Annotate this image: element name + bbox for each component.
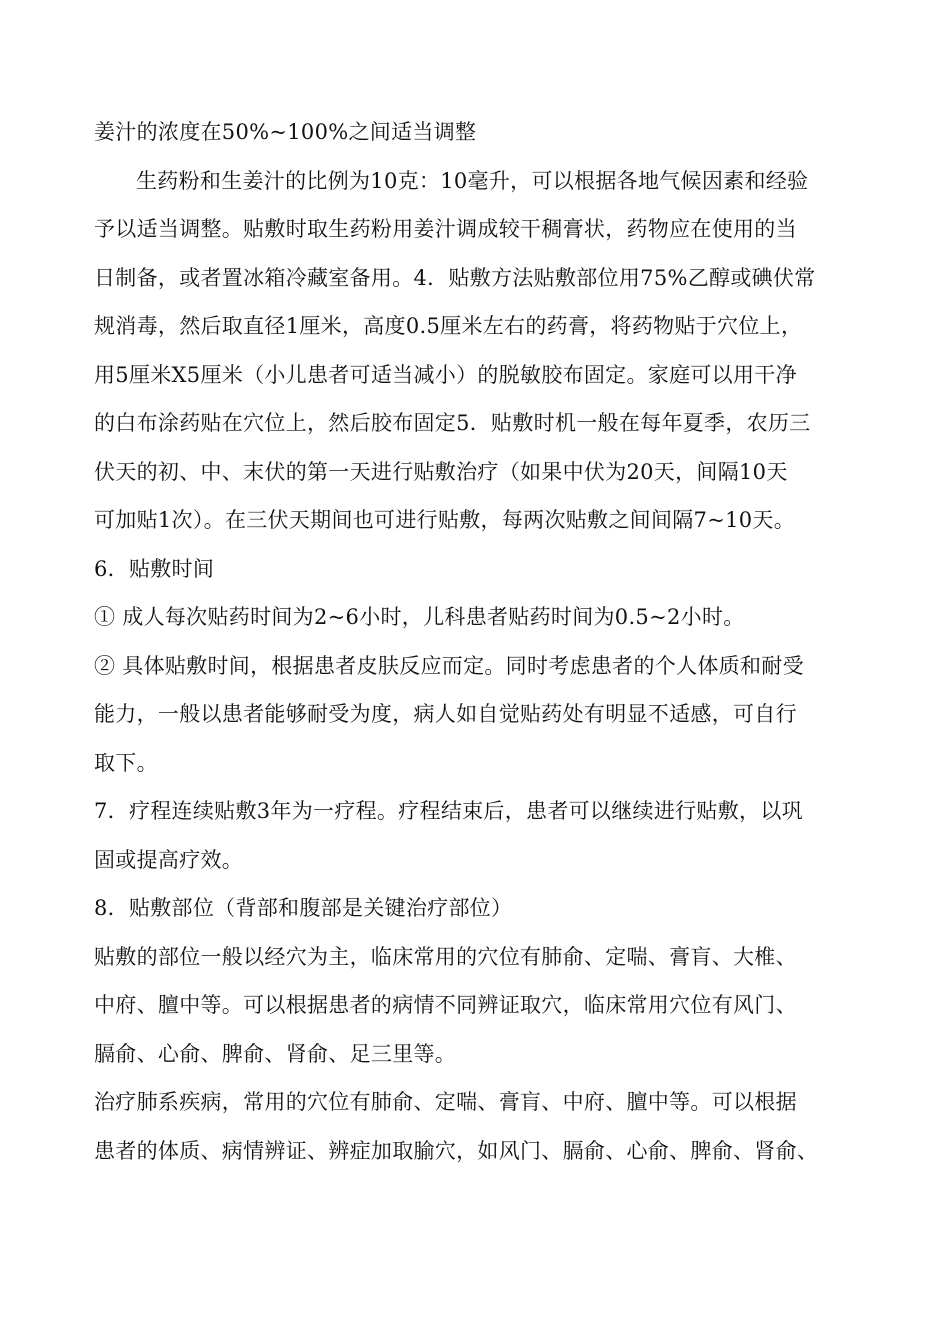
text-line: 7．疗程连续贴敷3年为一疗程。疗程结束后，患者可以继续进行贴敷，以巩 — [94, 799, 803, 823]
text-line: 生药粉和生姜汁的比例为10克：10毫升，可以根据各地气候因素和经验 — [136, 168, 809, 193]
section-heading-application-time — [94, 545, 854, 594]
text-line: 8．贴敷部位（背部和腹部是关键治疗部位） — [94, 896, 513, 920]
list-item-adult-time — [94, 593, 854, 642]
text-line: 能力，一般以患者能够耐受为度，病人如自觉贴药处有明显不适感，可自行 — [94, 702, 797, 726]
text-line: 姜汁的浓度在50%~100%之间适当调整 — [94, 120, 477, 144]
text-line: 固或提高疗效。 — [94, 847, 244, 872]
section-course-of-treatment — [94, 787, 854, 884]
text-line: 伏天的初、中、末伏的第一天进行贴敷治疗（如果中伏为20天，间隔10天 — [94, 459, 788, 484]
text-line: 膈俞、心俞、脾俞、肾俞、足三里等。 — [94, 1041, 457, 1066]
text-line: 中府、膻中等。可以根据患者的病情不同辨证取穴，临床常用穴位有风门、 — [94, 993, 797, 1017]
list-item-specific-time — [94, 642, 854, 788]
text-line: 患者的体质、病情辨证、辨症加取腧穴，如风门、膈俞、心俞、脾俞、肾俞、 — [94, 1138, 819, 1163]
paragraph-lung-disease-points — [94, 1078, 854, 1175]
paragraph-ratio-and-method-cont — [94, 205, 854, 545]
text-line: 日制备，或者置冰箱冷藏室备用。4．贴敷方法贴敷部位用75%乙醇或碘伏常 — [94, 265, 816, 290]
paragraph-ratio-and-method — [94, 157, 854, 206]
text-line: 贴敷的部位一般以经穴为主，临床常用的穴位有肺俞、定喘、膏肓、大椎、 — [94, 944, 797, 969]
text-line: ② 具体贴敷时间，根据患者皮肤反应而定。同时考虑患者的个人体质和耐受 — [94, 653, 804, 678]
document-body — [94, 108, 854, 1175]
paragraph-ginger-concentration — [94, 108, 854, 157]
paragraph-acupoints — [94, 933, 854, 1079]
text-line: 用5厘米X5厘米（小儿患者可适当减小）的脱敏胶布固定。家庭可以用干净 — [94, 362, 797, 387]
section-heading-application-site — [94, 884, 854, 933]
text-line: ① 成人每次贴药时间为2~6小时，儿科患者贴药时间为0.5~2小时。 — [94, 605, 745, 629]
text-line: 可加贴1次）。在三伏天期间也可进行贴敷，每两次贴敷之间间隔7~10天。 — [94, 508, 796, 532]
text-line: 治疗肺系疾病，常用的穴位有肺俞、定喘、膏肓、中府、膻中等。可以根据 — [94, 1090, 797, 1114]
text-line: 规消毒，然后取直径1厘米，高度0.5厘米左右的药膏，将药物贴于穴位上， — [94, 314, 803, 338]
text-line: 的白布涂药贴在穴位上，然后胶布固定5．贴敷时机一般在每年夏季，农历三 — [94, 411, 811, 435]
text-line: 取下。 — [94, 750, 158, 775]
text-line: 予以适当调整。贴敷时取生药粉用姜汁调成较干稠膏状，药物应在使用的当 — [94, 217, 797, 241]
text-line: 6．贴敷时间 — [94, 556, 215, 581]
